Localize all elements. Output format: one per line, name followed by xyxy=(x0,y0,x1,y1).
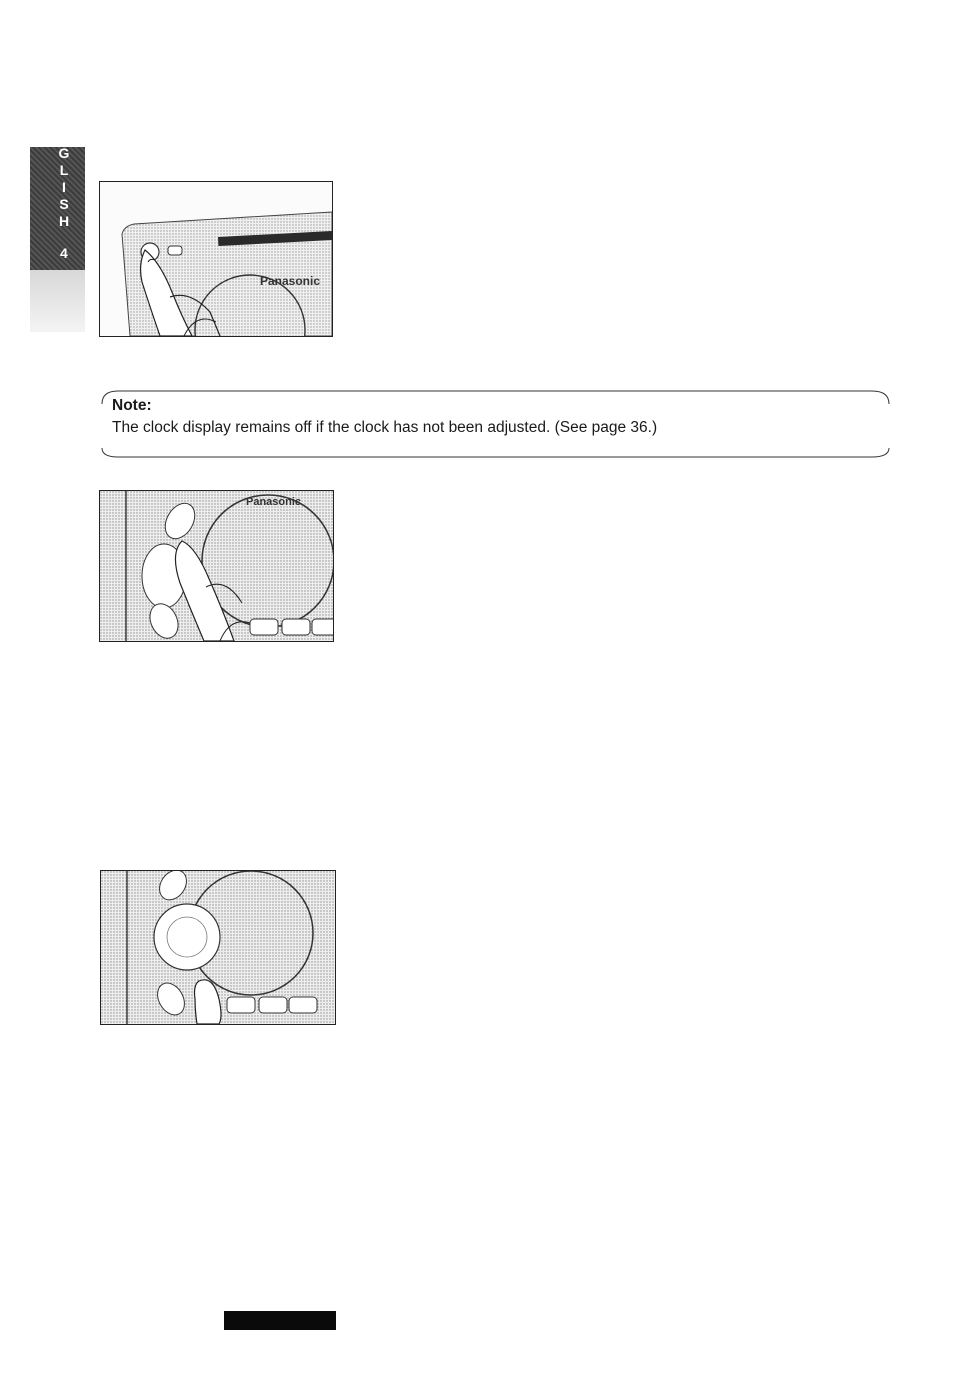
illustration-power-button xyxy=(99,181,333,337)
side-tab-letter: G xyxy=(58,145,70,161)
note-box xyxy=(100,390,890,458)
brand-label: Panasonic xyxy=(246,496,302,508)
note-title: Note: xyxy=(112,397,152,414)
brand-label: Panasonic xyxy=(260,274,321,288)
faceplate-drawing-3 xyxy=(101,871,335,1024)
illustration-lower-button xyxy=(100,870,336,1025)
side-tab-letters xyxy=(57,145,71,230)
language-side-tab xyxy=(30,147,85,270)
side-tab-letter: L xyxy=(59,162,69,178)
side-tab-letter: S xyxy=(59,196,69,212)
faceplate-drawing-1 xyxy=(100,182,332,336)
note-text: The clock display remains off if the clock has not been adjusted. (See page 36.) xyxy=(112,419,658,436)
side-tab-letter: I xyxy=(62,179,66,195)
side-tab-shadow xyxy=(30,270,85,332)
illustration-dial-button xyxy=(99,490,334,642)
side-tab-page-number: 4 xyxy=(60,245,68,261)
footer-page-bar xyxy=(224,1311,336,1330)
side-tab-letter: H xyxy=(58,213,70,229)
faceplate-drawing-2 xyxy=(100,491,333,641)
